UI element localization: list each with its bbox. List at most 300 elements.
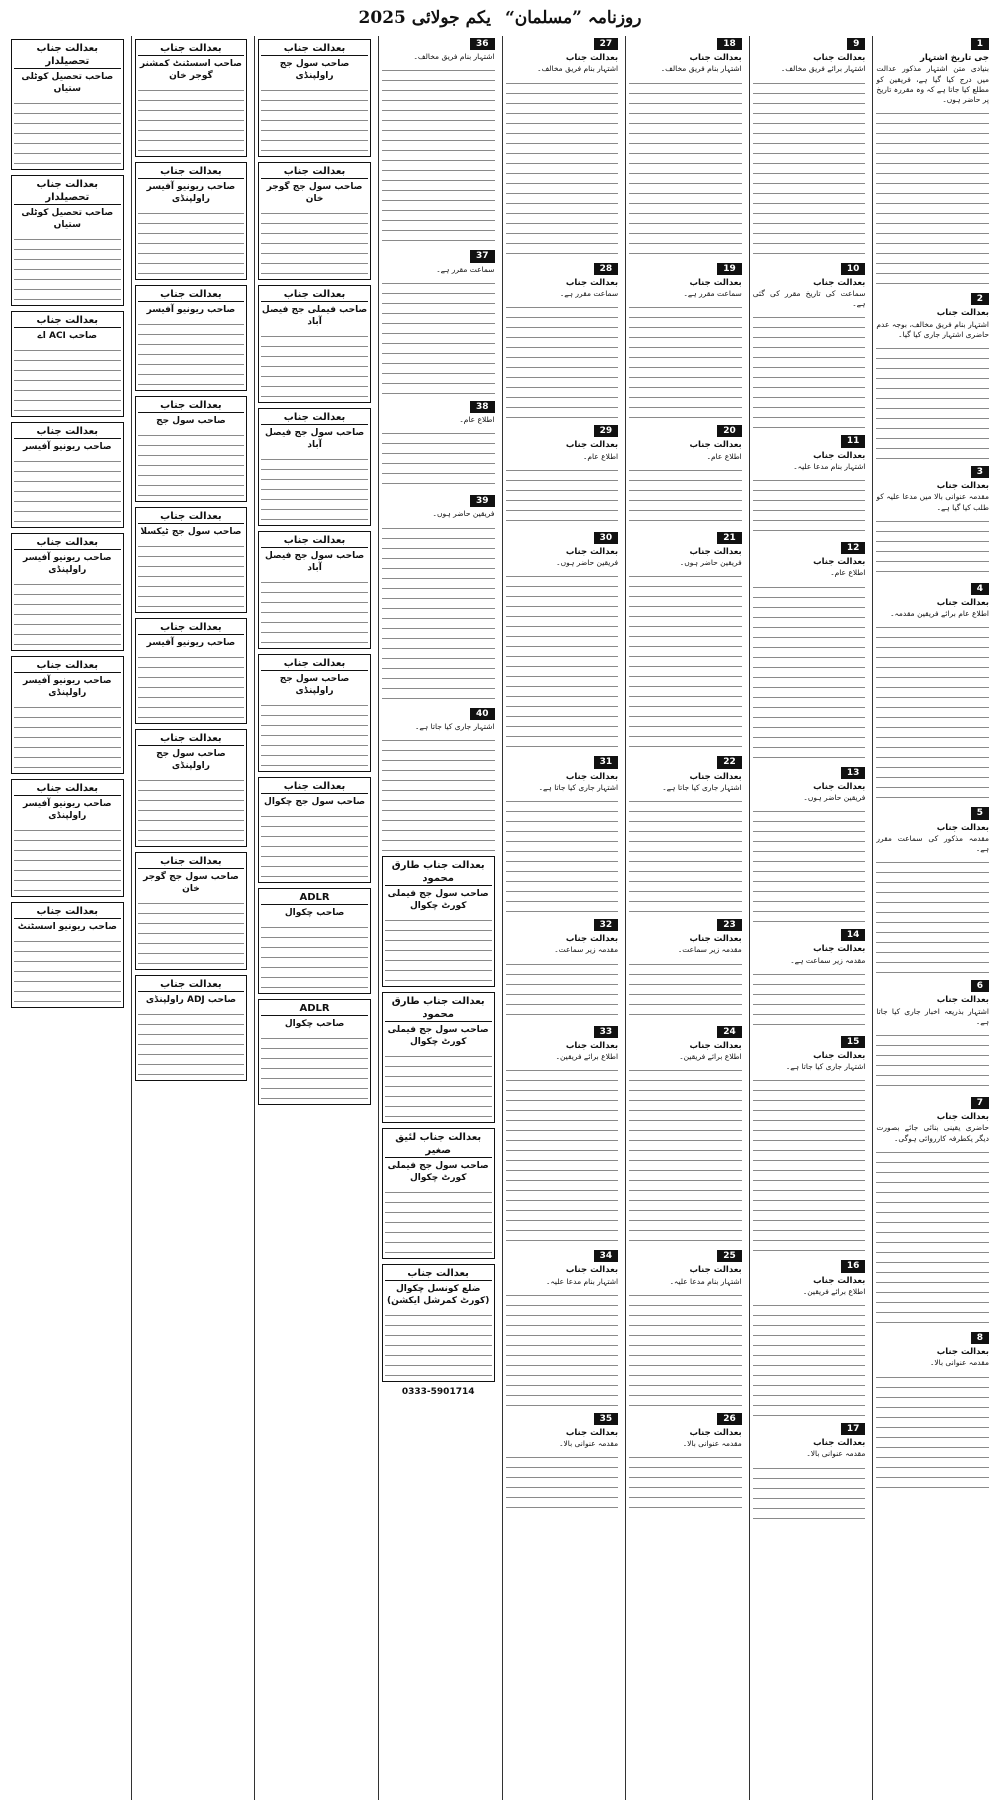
court-notice xyxy=(258,285,371,403)
court-notice xyxy=(11,175,124,306)
notice-title: بعدالت جناب xyxy=(565,771,619,782)
court-body-lines xyxy=(138,1008,245,1078)
notice-text: اشتہار بنام مدعا علیہ۔ xyxy=(546,1276,619,1286)
notice-text: مقدمہ زیر سماعت۔ xyxy=(677,945,742,955)
court-subheading: صاحب چکوال xyxy=(284,908,345,918)
notice-title: بعدالت جناب xyxy=(689,53,742,64)
notice-body-lines xyxy=(506,1451,619,1513)
court-notice xyxy=(382,1128,495,1259)
court-subheading: ضلع کونسل چکوال (کورٹ کمرشل ایکشن) xyxy=(387,1284,490,1307)
court-body-lines xyxy=(261,84,368,154)
column-1 xyxy=(872,36,992,1800)
notice-title: بعدالت جناب xyxy=(689,277,742,288)
notice-title: بعدالت جناب xyxy=(813,944,866,955)
notice-item xyxy=(876,464,989,577)
notice-title: جی تاریخ اشتہار xyxy=(919,53,989,64)
notice-number: 37 xyxy=(470,250,495,262)
court-notice xyxy=(258,888,371,994)
notice-body-lines xyxy=(876,1029,989,1091)
notice-number: 39 xyxy=(470,495,495,507)
notice-item xyxy=(506,36,619,257)
court-subheading: صاحب ریونیو آفیسر xyxy=(22,442,112,452)
court-subheading: صاحب چکوال xyxy=(284,1019,345,1029)
notice-title: بعدالت جناب xyxy=(813,53,866,64)
notice-text: اطلاع برائے فریقین۔ xyxy=(555,1052,619,1062)
court-subheading: صاحب ACI اے xyxy=(37,331,98,341)
notice-body-lines xyxy=(629,1289,742,1407)
court-subheading: صاحب سول جج فیملی کورٹ چکوال xyxy=(387,1025,489,1048)
court-notice xyxy=(258,654,371,772)
notice-text: اشتہار جاری کیا جاتا ہے۔ xyxy=(785,1062,866,1072)
court-heading: ADLR xyxy=(261,891,368,905)
notice-title: بعدالت جناب xyxy=(689,771,742,782)
notice-title: بعدالت جناب xyxy=(565,934,619,945)
notice-text: سماعت مقرر ہے۔ xyxy=(559,289,619,299)
notice-number: 40 xyxy=(470,708,495,720)
notice-text: اطلاع عام۔ xyxy=(830,568,866,578)
notice-item xyxy=(382,36,495,244)
court-body-lines xyxy=(138,207,245,277)
court-subheading: صاحب سول جج فیملی کورٹ چکوال xyxy=(387,1161,489,1184)
court-body-lines xyxy=(138,651,245,721)
court-heading: بعدالت جناب xyxy=(261,534,368,548)
notice-item xyxy=(629,754,742,913)
court-notice xyxy=(11,311,124,417)
notice-title: بعدالت جناب xyxy=(813,1438,866,1449)
column-8 xyxy=(8,36,127,1800)
notice-text: اشتہار جاری کیا جاتا ہے۔ xyxy=(415,721,495,731)
notice-title: بعدالت جناب xyxy=(936,481,989,492)
court-notice xyxy=(382,1264,495,1382)
court-notice xyxy=(135,618,248,724)
notice-text: مقدمہ عنوانی بالا۔ xyxy=(929,1358,989,1368)
notice-text: اطلاع برائے فریقین۔ xyxy=(802,1286,866,1296)
notice-item xyxy=(753,36,866,257)
court-notice xyxy=(11,902,124,1008)
court-subheading: صاحب ریونیو آفیسر راولپنڈی xyxy=(146,182,236,204)
notice-item xyxy=(876,805,989,974)
notice-item xyxy=(629,1024,742,1245)
court-heading: ADLR xyxy=(261,1002,368,1016)
notice-item xyxy=(753,540,866,761)
notice-number: 3 xyxy=(971,466,989,478)
court-body-lines xyxy=(261,1032,368,1102)
notice-item xyxy=(629,423,742,526)
court-body-lines xyxy=(261,699,368,769)
notice-title: بعدالت جناب xyxy=(565,1265,619,1276)
court-body-lines xyxy=(138,540,245,610)
court-heading: بعدالت جناب طارق محمود xyxy=(385,859,492,886)
court-subheading: صاحب سول جج راولپنڈی xyxy=(156,749,226,771)
notice-body-lines xyxy=(506,570,619,750)
notice-title: بعدالت جناب xyxy=(565,1040,619,1051)
court-heading: بعدالت جناب xyxy=(138,165,245,179)
court-heading: بعدالت جناب xyxy=(261,657,368,671)
notice-number: 36 xyxy=(470,38,495,50)
notice-item xyxy=(506,261,619,420)
court-heading: بعدالت جناب xyxy=(261,411,368,425)
notice-body-lines xyxy=(506,958,619,1020)
notice-body-lines xyxy=(629,464,742,526)
notice-text: اشتہار بنام مدعا علیہ۔ xyxy=(669,1276,742,1286)
court-body-lines xyxy=(261,576,368,646)
notice-text: مقدمہ عنوانی بالا میں مدعا علیہ کو طلب کیا گیا ہے۔ xyxy=(876,492,989,512)
notice-number: 31 xyxy=(594,756,619,768)
court-subheading: صاحب ریونیو اسسٹنٹ xyxy=(17,922,117,932)
notice-text: اشتہار بنام فریق مخالف۔ xyxy=(413,52,495,62)
notice-text: اطلاع عام برائے فریقین مقدمہ۔ xyxy=(890,609,989,619)
court-heading: بعدالت جناب تحصیلدار xyxy=(14,42,121,69)
notice-item xyxy=(876,1095,989,1326)
notice-number: 16 xyxy=(841,1260,866,1272)
notice-body-lines xyxy=(876,342,989,460)
notice-text: اشتہار جاری کیا جاتا ہے۔ xyxy=(662,782,742,792)
court-body-lines xyxy=(261,207,368,277)
court-notice xyxy=(135,162,248,280)
court-body-lines xyxy=(385,1050,492,1120)
notice-item xyxy=(629,917,742,1020)
notice-text: فریقین حاضر ہوں۔ xyxy=(556,558,619,568)
notice-text: اشتہار برائے فریق مخالف۔ xyxy=(780,64,866,74)
column-5 xyxy=(378,36,498,1800)
notice-item xyxy=(506,1411,619,1514)
court-subheading: صاحب ADJ راولپنڈی xyxy=(145,995,237,1005)
notice-body-lines xyxy=(506,301,619,419)
court-subheading: صاحب اسسٹنٹ کمشنر گوجر خان xyxy=(139,59,242,81)
notice-text: بنیادی متن اشتہار مذکور عدالت میں درج کیا گیا ہے، فریقین کو مطلع کیا جاتا ہے کہ وہ مقررہ تاریخ پر حاضر ہوں۔ xyxy=(876,64,989,105)
notice-item xyxy=(753,1421,866,1524)
court-subheading: صاحب سول جج xyxy=(156,416,226,426)
notice-body-lines xyxy=(753,77,866,257)
court-subheading: صاحب سول جج ٹیکسلا xyxy=(140,527,242,537)
court-notice xyxy=(135,285,248,391)
court-notice xyxy=(382,856,495,987)
notice-number: 13 xyxy=(841,767,866,779)
notice-item xyxy=(753,1258,866,1417)
notice-number: 19 xyxy=(717,263,742,275)
notice-number: 7 xyxy=(971,1097,989,1109)
court-body-lines xyxy=(14,935,121,1005)
court-subheading: صاحب سول جج چکوال xyxy=(264,797,366,807)
notice-text: اشتہار بنام فریق مخالف، بوجہ عدم حاضری اشتہار جاری کیا گیا۔ xyxy=(876,319,989,339)
notice-number: 9 xyxy=(847,38,865,50)
notice-number: 6 xyxy=(971,980,989,992)
notice-title: بعدالت جناب xyxy=(565,53,619,64)
notice-text: سماعت مقرر ہے۔ xyxy=(436,264,495,274)
notice-item xyxy=(629,261,742,420)
notice-body-lines xyxy=(382,522,495,702)
notice-number: 26 xyxy=(717,1413,742,1425)
notice-number: 20 xyxy=(717,425,742,437)
court-heading: بعدالت جناب xyxy=(138,732,245,746)
notice-item xyxy=(382,706,495,852)
notice-body-lines xyxy=(753,1462,866,1524)
court-body-lines xyxy=(385,1309,492,1379)
notice-body-lines xyxy=(382,277,495,395)
notice-item xyxy=(876,581,989,802)
court-notice xyxy=(11,656,124,774)
court-notice xyxy=(258,39,371,157)
notice-number: 2 xyxy=(971,293,989,305)
court-notice xyxy=(135,975,248,1081)
notice-number: 23 xyxy=(717,919,742,931)
notice-number: 32 xyxy=(594,919,619,931)
notice-text: مقدمہ زیر سماعت ہے۔ xyxy=(790,955,866,965)
court-subheading: صاحب سول جج فیصل آباد xyxy=(264,551,365,573)
court-body-lines xyxy=(261,330,368,400)
notice-text: سماعت مقرر ہے۔ xyxy=(683,289,742,299)
notice-title: بعدالت جناب xyxy=(689,934,742,945)
notice-text: فریقین حاضر ہوں۔ xyxy=(432,509,495,519)
contact-number: 0333-5901714 xyxy=(401,1387,475,1398)
notice-title: بعدالت جناب xyxy=(565,440,619,451)
notice-item xyxy=(629,36,742,257)
court-heading: بعدالت جناب xyxy=(138,855,245,869)
notice-title: بعدالت جناب xyxy=(689,547,742,558)
court-notice xyxy=(135,852,248,970)
notice-title: بعدالت جناب xyxy=(689,1040,742,1051)
notice-body-lines xyxy=(506,1064,619,1244)
notice-item xyxy=(876,36,989,287)
notice-text: اشتہار بنام فریق مخالف۔ xyxy=(537,64,619,74)
column-2 xyxy=(749,36,869,1800)
notice-item xyxy=(753,261,866,430)
notice-title: بعدالت جناب xyxy=(813,781,866,792)
notice-title: بعدالت جناب xyxy=(813,557,866,568)
notice-item xyxy=(382,399,495,489)
notice-number: 27 xyxy=(594,38,619,50)
notice-item xyxy=(629,530,742,751)
court-body-lines xyxy=(138,897,245,967)
masthead xyxy=(8,6,992,32)
notice-title: بعدالت جناب xyxy=(813,1275,866,1286)
notice-title: بعدالت جناب xyxy=(565,547,619,558)
court-notice xyxy=(135,39,248,157)
notice-text: اطلاع برائے فریقین۔ xyxy=(679,1052,742,1062)
notice-body-lines xyxy=(753,581,866,761)
notice-number: 24 xyxy=(717,1026,742,1038)
court-notice xyxy=(258,162,371,280)
notice-text: مقدمہ مذکور کی سماعت مقرر ہے۔ xyxy=(876,833,989,854)
notice-body-lines xyxy=(753,968,866,1030)
notice-item xyxy=(382,248,495,394)
notice-title: بعدالت جناب xyxy=(565,1428,619,1439)
notice-text: اشتہار بذریعہ اخبار جاری کیا جاتا ہے۔ xyxy=(876,1006,989,1026)
court-heading: بعدالت جناب طارق محمود xyxy=(385,995,492,1022)
notice-body-lines xyxy=(753,805,866,923)
notice-title: بعدالت جناب xyxy=(936,1347,989,1358)
court-heading: بعدالت جناب xyxy=(261,288,368,302)
notice-item xyxy=(506,1248,619,1407)
notice-body-lines xyxy=(382,64,495,244)
notice-body-lines xyxy=(506,1289,619,1407)
court-body-lines xyxy=(261,453,368,523)
notice-number: 33 xyxy=(594,1026,619,1038)
court-subheading: صاحب تحصیل کوٹلی ستیاں xyxy=(21,208,114,230)
notice-title: بعدالت جناب xyxy=(689,440,742,451)
notice-number: 34 xyxy=(594,1250,619,1262)
notice-title: بعدالت جناب xyxy=(936,995,989,1006)
court-notice xyxy=(11,533,124,651)
column-6 xyxy=(254,36,374,1800)
court-heading: بعدالت جناب xyxy=(138,510,245,524)
notice-text: مقدمہ عنوانی بالا۔ xyxy=(559,1439,619,1449)
notice-body-lines xyxy=(629,570,742,750)
court-subheading: صاحب تحصیل کوٹلی ستیاں xyxy=(21,72,114,94)
court-heading: بعدالت جناب xyxy=(385,1267,492,1281)
notice-number: 11 xyxy=(841,435,866,447)
court-subheading: صاحب سول جج گوجر خان xyxy=(266,182,363,204)
notice-body-lines xyxy=(629,77,742,257)
notice-item xyxy=(506,423,619,526)
notice-title: بعدالت جناب xyxy=(689,1265,742,1276)
court-heading: بعدالت جناب xyxy=(261,42,368,56)
column-4 xyxy=(502,36,622,1800)
court-body-lines xyxy=(14,578,121,648)
court-heading: بعدالت جناب xyxy=(138,978,245,992)
notice-body-lines xyxy=(506,795,619,913)
notice-item xyxy=(876,1330,989,1489)
court-notice xyxy=(382,992,495,1123)
court-body-lines xyxy=(385,914,492,984)
notice-item xyxy=(753,765,866,924)
notice-item xyxy=(753,1034,866,1255)
court-heading: بعدالت جناب xyxy=(138,621,245,635)
notice-number: 10 xyxy=(841,263,866,275)
notice-body-lines xyxy=(876,1146,989,1326)
court-heading: بعدالت جناب xyxy=(14,314,121,328)
notice-number: 38 xyxy=(470,401,495,413)
notice-body-lines xyxy=(876,107,989,287)
notice-number: 8 xyxy=(971,1332,989,1344)
court-heading: بعدالت جناب xyxy=(14,425,121,439)
notice-number: 5 xyxy=(971,807,989,819)
court-subheading: صاحب سول جج راولپنڈی xyxy=(279,59,350,81)
notice-body-lines xyxy=(876,515,989,577)
court-body-lines xyxy=(14,97,121,167)
notice-item xyxy=(753,927,866,1030)
notice-item xyxy=(506,530,619,751)
notice-number: 30 xyxy=(594,532,619,544)
notice-body-lines xyxy=(506,464,619,526)
notice-title: بعدالت جناب xyxy=(813,277,866,288)
notice-text: مقدمہ عنوانی بالا۔ xyxy=(682,1439,742,1449)
notice-text: اطلاع عام۔ xyxy=(706,451,742,461)
notice-body-lines xyxy=(629,301,742,419)
court-subheading: صاحب سول جج فیملی کورٹ چکوال xyxy=(387,889,489,912)
court-notice xyxy=(258,531,371,649)
notice-body-lines xyxy=(629,795,742,913)
court-heading: بعدالت جناب xyxy=(261,780,368,794)
court-heading: بعدالت جناب تحصیلدار xyxy=(14,178,121,205)
court-subheading: صاحب سول جج فیصل آباد xyxy=(264,428,365,450)
notice-title: بعدالت جناب xyxy=(936,1112,989,1123)
court-body-lines xyxy=(14,233,121,303)
notice-body-lines xyxy=(876,621,989,801)
notice-number: 4 xyxy=(971,583,989,595)
court-body-lines xyxy=(14,455,121,525)
notice-item xyxy=(876,291,989,460)
court-heading: بعدالت جناب xyxy=(14,659,121,673)
notice-text: اشتہار بنام فریق مخالف۔ xyxy=(660,64,742,74)
notice-item xyxy=(506,1024,619,1245)
court-subheading: صاحب سول جج راولپنڈی xyxy=(279,674,350,696)
notice-title: بعدالت جناب xyxy=(813,1051,866,1062)
notice-title: بعدالت جناب xyxy=(565,277,619,288)
court-subheading: صاحب ریونیو آفیسر xyxy=(146,638,236,648)
court-notice xyxy=(258,408,371,526)
notice-body-lines xyxy=(382,427,495,489)
court-body-lines xyxy=(138,774,245,844)
court-notice xyxy=(135,729,248,847)
court-notice xyxy=(11,779,124,897)
court-notice xyxy=(135,507,248,613)
notice-number: 14 xyxy=(841,929,866,941)
notice-body-lines xyxy=(629,1451,742,1513)
court-heading: بعدالت جناب xyxy=(138,288,245,302)
notice-body-lines xyxy=(382,734,495,852)
notice-text: فریقین حاضر ہوں۔ xyxy=(803,793,866,803)
notice-title: بعدالت جناب xyxy=(936,308,989,319)
court-subheading: صاحب ریونیو آفیسر راولپنڈی xyxy=(22,676,112,698)
court-body-lines xyxy=(385,1186,492,1256)
court-subheading: صاحب ریونیو آفیسر xyxy=(146,305,236,315)
notice-body-lines xyxy=(753,1074,866,1254)
court-heading: بعدالت جناب لئیق صغیر xyxy=(385,1131,492,1158)
notice-text: سماعت کی تاریخ مقرر کی گئی ہے۔ xyxy=(752,289,866,309)
notice-title: بعدالت جناب xyxy=(936,598,989,609)
notice-number: 28 xyxy=(594,263,619,275)
notice-text: فریقین حاضر ہوں۔ xyxy=(679,558,742,568)
notice-number: 18 xyxy=(717,38,742,50)
notice-number: 29 xyxy=(594,425,619,437)
notice-body-lines xyxy=(753,474,866,536)
notice-text: اشتہار بنام مدعا علیہ۔ xyxy=(793,461,866,471)
court-notice xyxy=(11,39,124,170)
court-notice xyxy=(258,999,371,1105)
court-notice xyxy=(11,422,124,528)
notice-item xyxy=(629,1248,742,1407)
notice-title: بعدالت جناب xyxy=(813,450,866,461)
notice-body-lines xyxy=(753,1299,866,1417)
notice-number: 25 xyxy=(717,1250,742,1262)
notice-body-lines xyxy=(629,958,742,1020)
notice-item xyxy=(506,754,619,913)
court-subheading: صاحب فیملی جج فیصل آباد xyxy=(261,305,368,327)
court-body-lines xyxy=(261,921,368,991)
notice-number: 21 xyxy=(717,532,742,544)
notice-text: مقدمہ عنوانی بالا۔ xyxy=(806,1449,866,1459)
court-body-lines xyxy=(138,318,245,388)
paper-title: روزنامہ ”مسلمان“ xyxy=(504,8,642,28)
court-body-lines xyxy=(138,84,245,154)
notice-item xyxy=(506,917,619,1020)
court-notice xyxy=(258,777,371,883)
notice-title: بعدالت جناب xyxy=(936,822,989,833)
notice-text: اطلاع عام۔ xyxy=(582,451,619,461)
court-subheading: صاحب ریونیو آفیسر راولپنڈی xyxy=(22,553,112,575)
court-body-lines xyxy=(261,810,368,880)
column-7 xyxy=(131,36,251,1800)
notice-title: بعدالت جناب xyxy=(689,1428,742,1439)
column-3 xyxy=(625,36,745,1800)
court-heading: بعدالت جناب xyxy=(138,42,245,56)
court-notice xyxy=(135,396,248,502)
notice-body-lines xyxy=(876,856,989,974)
court-heading: بعدالت جناب xyxy=(14,536,121,550)
court-heading: بعدالت جناب xyxy=(261,165,368,179)
court-body-lines xyxy=(138,429,245,499)
